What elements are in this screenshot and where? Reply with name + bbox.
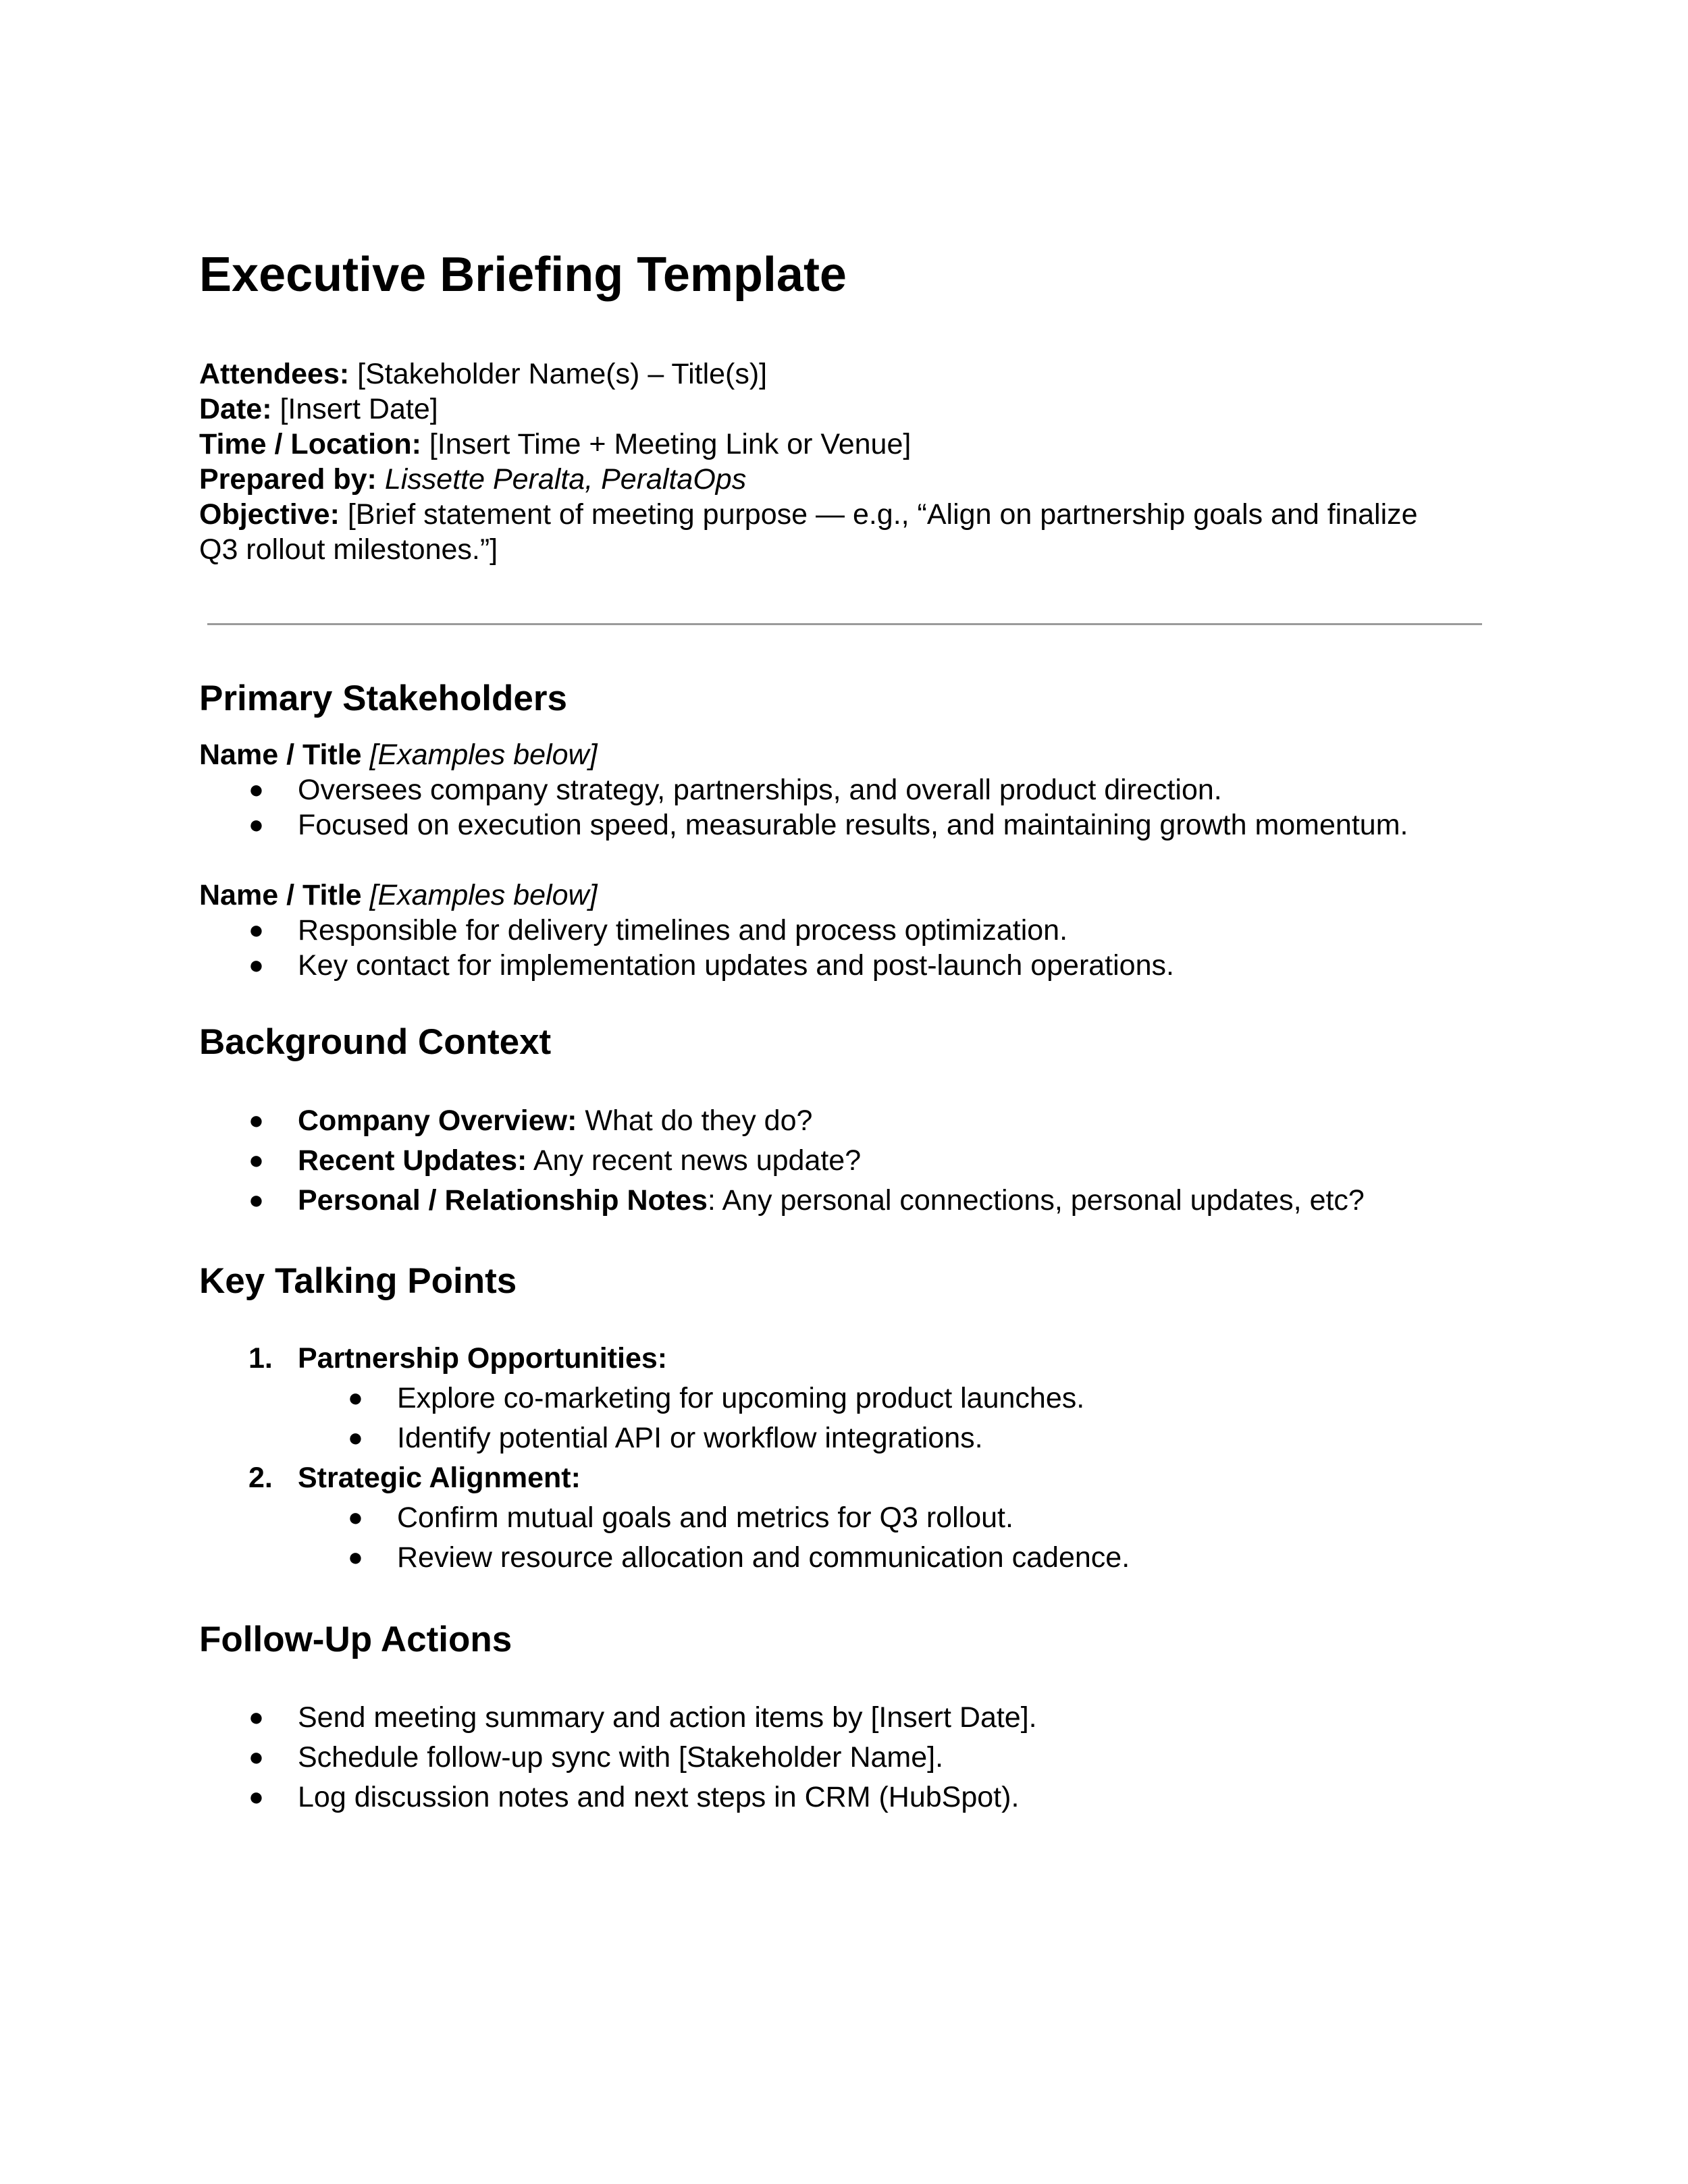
list-item-text: : Any personal connections, personal updates, etc? — [707, 1184, 1365, 1217]
bullet-icon: ● — [248, 1743, 264, 1772]
stakeholder-group-1-label: Name / Title — [199, 739, 362, 771]
stakeholder-group-1-note: [Examples below] — [361, 739, 598, 771]
bullet-icon: ● — [248, 1186, 264, 1215]
bullet-icon: ● — [248, 811, 264, 839]
attendees-line — [199, 356, 767, 392]
list-number: 2. — [248, 1462, 273, 1494]
prepared-by-value: Lissette Peralta, PeraltaOps — [376, 463, 747, 496]
list-item-text: Any recent news update? — [527, 1144, 862, 1177]
attendees-value: [Stakeholder Name(s) – Title(s)] — [349, 358, 768, 390]
sub-list-item: Review resource allocation and communication cadence. — [397, 1541, 1130, 1574]
list-item: Focused on execution speed, measurable results, and maintaining growth momentum. — [298, 809, 1408, 841]
stakeholder-group-2-note: [Examples below] — [361, 879, 598, 911]
list-item: Responsible for delivery timelines and process optimization. — [298, 914, 1068, 947]
bullet-icon: ● — [248, 1703, 264, 1732]
section-heading-background-context: Background Context — [199, 1022, 552, 1062]
objective-label: Objective: — [199, 498, 340, 531]
list-item: Schedule follow-up sync with [Stakeholder Name]. — [298, 1741, 944, 1774]
sub-list-item: Confirm mutual goals and metrics for Q3 rollout. — [397, 1501, 1013, 1534]
bullet-icon: ● — [348, 1503, 363, 1532]
bullet-icon: ● — [248, 916, 264, 944]
prepared-by-label: Prepared by: — [199, 463, 377, 496]
list-item-text: What do they do? — [577, 1104, 813, 1137]
numbered-item-label: Strategic Alignment: — [298, 1462, 581, 1494]
date-line — [199, 392, 438, 427]
numbered-item-label: Partnership Opportunities: — [298, 1342, 668, 1375]
time-location-label: Time / Location: — [199, 428, 421, 460]
bullet-icon: ● — [248, 951, 264, 980]
list-item-label: Company Overview: — [298, 1104, 577, 1137]
bullet-icon: ● — [248, 1783, 264, 1811]
bullet-icon: ● — [248, 1107, 264, 1135]
list-item: Key contact for implementation updates and post-launch operations. — [298, 949, 1174, 982]
objective-line — [199, 497, 1418, 532]
list-item: Send meeting summary and action items by [Insert Date]. — [298, 1701, 1037, 1734]
bullet-icon: ● — [248, 1146, 264, 1175]
list-item-label: Recent Updates: — [298, 1144, 527, 1177]
stakeholder-group-1-heading — [199, 737, 598, 772]
section-heading-key-talking-points: Key Talking Points — [199, 1261, 517, 1301]
date-label: Date: — [199, 393, 272, 425]
bullet-icon: ● — [348, 1543, 363, 1572]
bullet-icon: ● — [348, 1384, 363, 1412]
section-heading-primary-stakeholders: Primary Stakeholders — [199, 678, 567, 718]
list-item-label: Personal / Relationship Notes — [298, 1184, 708, 1217]
stakeholder-group-2-label: Name / Title — [199, 879, 362, 911]
sub-list-item: Explore co-marketing for upcoming product launches. — [397, 1382, 1085, 1414]
section-heading-follow-up-actions: Follow-Up Actions — [199, 1620, 512, 1659]
list-item: Oversees company strategy, partnerships, and overall product direction. — [298, 774, 1222, 806]
list-item — [298, 1143, 861, 1178]
bullet-icon: ● — [348, 1424, 363, 1452]
horizontal-divider — [207, 623, 1482, 625]
time-location-line — [199, 427, 911, 462]
prepared-by-line — [199, 462, 746, 497]
stakeholder-group-2-heading — [199, 878, 598, 913]
sub-list-item: Identify potential API or workflow integrations. — [397, 1422, 983, 1454]
attendees-label: Attendees: — [199, 358, 350, 390]
date-value: [Insert Date] — [271, 393, 438, 425]
objective-text-line-2: Q3 rollout milestones.”] — [199, 533, 498, 566]
list-number: 1. — [248, 1342, 273, 1375]
list-item — [298, 1183, 1365, 1218]
document-title: Executive Briefing Template — [199, 248, 847, 302]
list-item: Log discussion notes and next steps in CRM (HubSpot). — [298, 1781, 1020, 1813]
bullet-icon: ● — [248, 776, 264, 804]
time-location-value: [Insert Time + Meeting Link or Venue] — [421, 428, 912, 460]
list-item — [298, 1103, 812, 1138]
objective-text-line-1: [Brief statement of meeting purpose — e.g., “Align on partnership goals and finalize — [339, 498, 1418, 531]
